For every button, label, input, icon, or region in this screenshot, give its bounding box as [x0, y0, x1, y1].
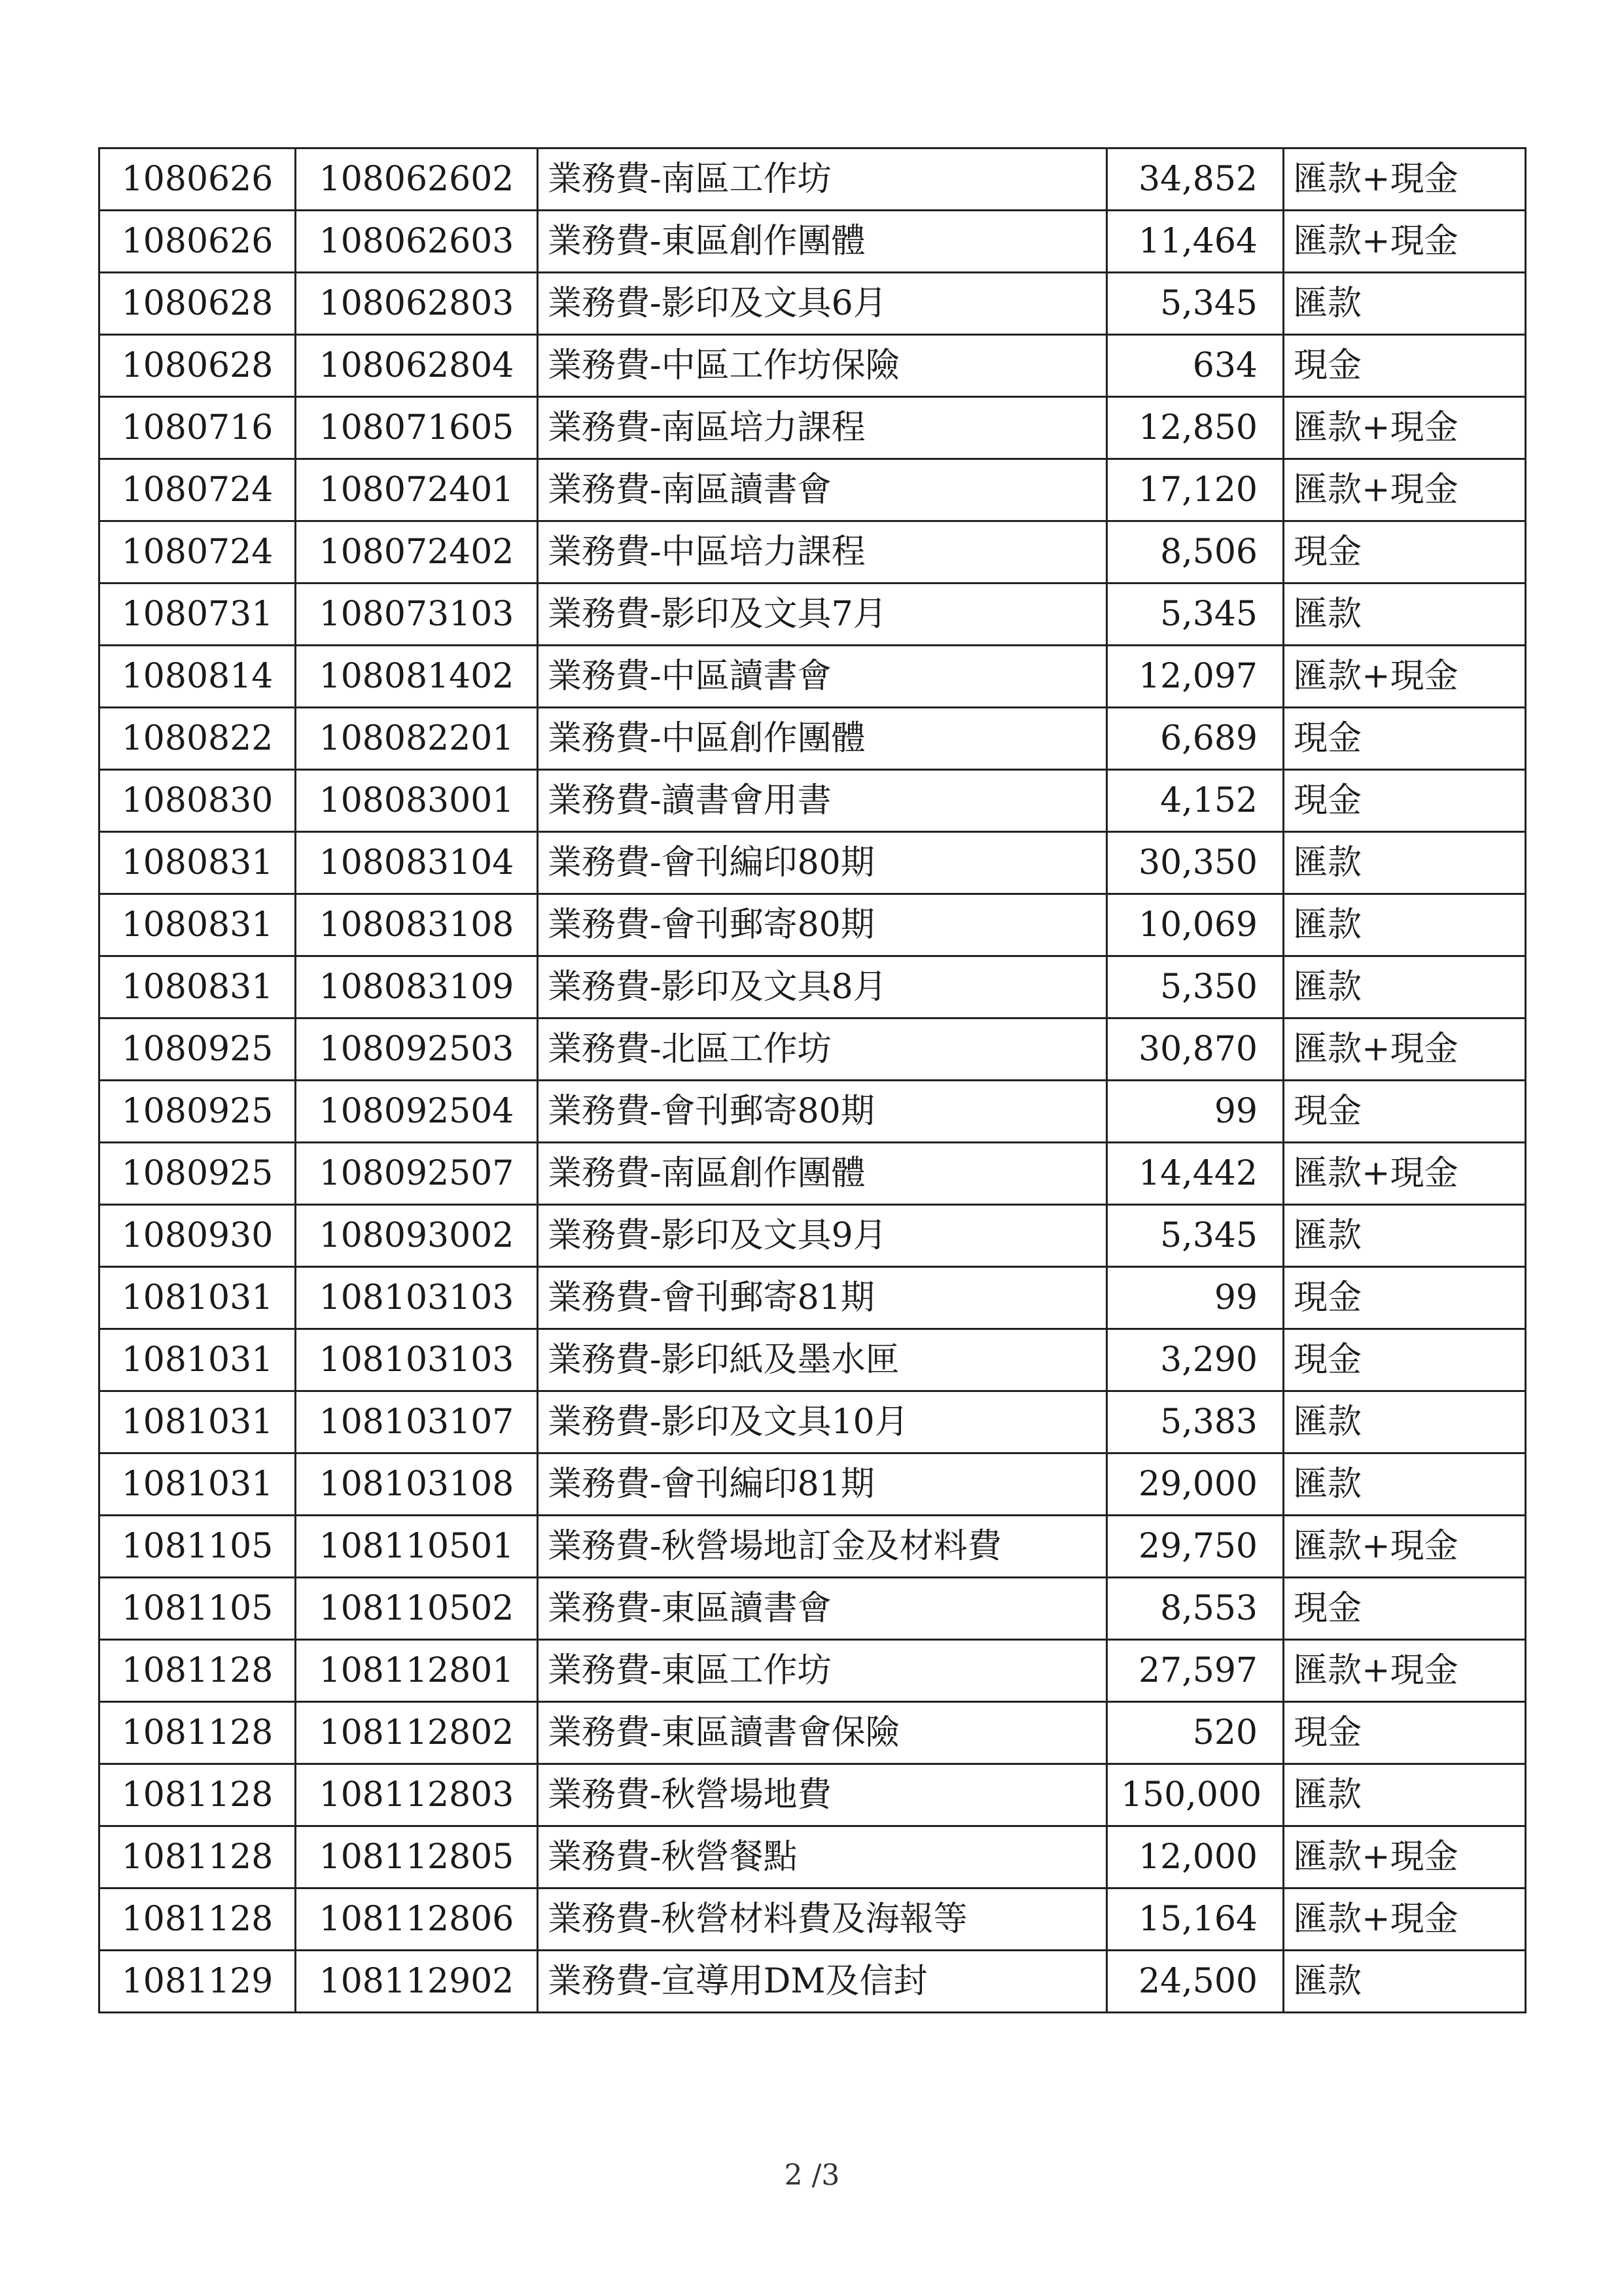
- amount-cell: 8,553: [1107, 1578, 1284, 1640]
- payment-method-cell: 匯款: [1284, 956, 1526, 1018]
- payment-method-cell: 現金: [1284, 708, 1526, 770]
- table-row: [99, 1951, 1526, 2013]
- date-cell: 1080716: [99, 397, 296, 459]
- amount-cell: 27,597: [1107, 1640, 1284, 1702]
- voucher-number-cell: 108112805: [296, 1826, 538, 1888]
- amount-cell: 17,120: [1107, 459, 1284, 521]
- amount-cell: 11,464: [1107, 211, 1284, 273]
- voucher-number-cell: 108093002: [296, 1205, 538, 1267]
- page-number: 2 /3: [784, 2159, 840, 2192]
- voucher-number-cell: 108081402: [296, 646, 538, 708]
- voucher-number-cell: 108112902: [296, 1951, 538, 2013]
- expense-item-cell: 業務費-會刊郵寄81期: [538, 1267, 1107, 1329]
- payment-method-cell: 現金: [1284, 1267, 1526, 1329]
- table-row: [99, 521, 1526, 583]
- amount-cell: 3,290: [1107, 1329, 1284, 1391]
- voucher-number-cell: 108110501: [296, 1516, 538, 1578]
- amount-cell: 99: [1107, 1267, 1284, 1329]
- payment-method-cell: 匯款: [1284, 1205, 1526, 1267]
- payment-method-cell: 匯款+現金: [1284, 148, 1526, 211]
- ledger-body: [99, 148, 1526, 2013]
- payment-method-cell: 匯款+現金: [1284, 1018, 1526, 1081]
- table-row: [99, 832, 1526, 894]
- table-row: [99, 273, 1526, 335]
- expense-item-cell: 業務費-影印及文具8月: [538, 956, 1107, 1018]
- expense-item-cell: 業務費-影印及文具7月: [538, 583, 1107, 646]
- amount-cell: 12,097: [1107, 646, 1284, 708]
- expense-item-cell: 業務費-秋營場地訂金及材料費: [538, 1516, 1107, 1578]
- expense-item-cell: 業務費-宣導用DM及信封: [538, 1951, 1107, 2013]
- voucher-number-cell: 108112806: [296, 1888, 538, 1951]
- expense-item-cell: 業務費-東區讀書會保險: [538, 1702, 1107, 1764]
- date-cell: 1080822: [99, 708, 296, 770]
- table-row: [99, 211, 1526, 273]
- amount-cell: 29,000: [1107, 1453, 1284, 1516]
- payment-method-cell: 現金: [1284, 1578, 1526, 1640]
- date-cell: 1080830: [99, 770, 296, 832]
- date-cell: 1081031: [99, 1391, 296, 1453]
- amount-cell: 5,345: [1107, 583, 1284, 646]
- expense-item-cell: 業務費-南區讀書會: [538, 459, 1107, 521]
- payment-method-cell: 匯款+現金: [1284, 211, 1526, 273]
- table-row: [99, 1329, 1526, 1391]
- date-cell: 1080831: [99, 956, 296, 1018]
- voucher-number-cell: 108083109: [296, 956, 538, 1018]
- table-row: [99, 894, 1526, 956]
- voucher-number-cell: 108082201: [296, 708, 538, 770]
- table-row: [99, 1391, 1526, 1453]
- payment-method-cell: 匯款: [1284, 1764, 1526, 1826]
- voucher-number-cell: 108103108: [296, 1453, 538, 1516]
- table-row: [99, 1888, 1526, 1951]
- expense-item-cell: 業務費-東區工作坊: [538, 1640, 1107, 1702]
- table-row: [99, 583, 1526, 646]
- table-row: [99, 1018, 1526, 1081]
- table-row: [99, 397, 1526, 459]
- table-row: [99, 646, 1526, 708]
- amount-cell: 12,000: [1107, 1826, 1284, 1888]
- date-cell: 1080626: [99, 148, 296, 211]
- date-cell: 1080814: [99, 646, 296, 708]
- payment-method-cell: 現金: [1284, 1702, 1526, 1764]
- table-row: [99, 1453, 1526, 1516]
- payment-method-cell: 匯款: [1284, 273, 1526, 335]
- date-cell: 1080626: [99, 211, 296, 273]
- payment-method-cell: 現金: [1284, 1329, 1526, 1391]
- voucher-number-cell: 108110502: [296, 1578, 538, 1640]
- amount-cell: 5,345: [1107, 1205, 1284, 1267]
- amount-cell: 10,069: [1107, 894, 1284, 956]
- table-row: [99, 335, 1526, 397]
- expense-item-cell: 業務費-北區工作坊: [538, 1018, 1107, 1081]
- expense-item-cell: 業務費-會刊編印81期: [538, 1453, 1107, 1516]
- table-row: [99, 1764, 1526, 1826]
- amount-cell: 34,852: [1107, 148, 1284, 211]
- amount-cell: 5,345: [1107, 273, 1284, 335]
- expense-item-cell: 業務費-影印紙及墨水匣: [538, 1329, 1107, 1391]
- payment-method-cell: 匯款+現金: [1284, 646, 1526, 708]
- voucher-number-cell: 108103107: [296, 1391, 538, 1453]
- payment-method-cell: 匯款+現金: [1284, 397, 1526, 459]
- payment-method-cell: 匯款+現金: [1284, 1888, 1526, 1951]
- amount-cell: 12,850: [1107, 397, 1284, 459]
- voucher-number-cell: 108103103: [296, 1329, 538, 1391]
- table-row: [99, 708, 1526, 770]
- date-cell: 1081031: [99, 1267, 296, 1329]
- date-cell: 1081128: [99, 1764, 296, 1826]
- expense-item-cell: 業務費-影印及文具9月: [538, 1205, 1107, 1267]
- expense-item-cell: 業務費-東區讀書會: [538, 1578, 1107, 1640]
- expense-item-cell: 業務費-影印及文具6月: [538, 273, 1107, 335]
- table-row: [99, 1205, 1526, 1267]
- date-cell: 1081105: [99, 1516, 296, 1578]
- payment-method-cell: 匯款: [1284, 894, 1526, 956]
- payment-method-cell: 匯款+現金: [1284, 1143, 1526, 1205]
- expense-item-cell: 業務費-影印及文具10月: [538, 1391, 1107, 1453]
- payment-method-cell: 現金: [1284, 770, 1526, 832]
- date-cell: 1080831: [99, 894, 296, 956]
- amount-cell: 4,152: [1107, 770, 1284, 832]
- date-cell: 1081128: [99, 1888, 296, 1951]
- voucher-number-cell: 108092503: [296, 1018, 538, 1081]
- date-cell: 1080724: [99, 521, 296, 583]
- table-row: [99, 770, 1526, 832]
- amount-cell: 5,350: [1107, 956, 1284, 1018]
- expense-item-cell: 業務費-中區創作團體: [538, 708, 1107, 770]
- date-cell: 1080925: [99, 1018, 296, 1081]
- payment-method-cell: 匯款: [1284, 583, 1526, 646]
- payment-method-cell: 現金: [1284, 521, 1526, 583]
- voucher-number-cell: 108062804: [296, 335, 538, 397]
- date-cell: 1080628: [99, 273, 296, 335]
- expense-item-cell: 業務費-會刊郵寄80期: [538, 1081, 1107, 1143]
- amount-cell: 15,164: [1107, 1888, 1284, 1951]
- voucher-number-cell: 108083001: [296, 770, 538, 832]
- payment-method-cell: 匯款+現金: [1284, 459, 1526, 521]
- voucher-number-cell: 108083108: [296, 894, 538, 956]
- date-cell: 1081031: [99, 1329, 296, 1391]
- voucher-number-cell: 108092504: [296, 1081, 538, 1143]
- date-cell: 1081105: [99, 1578, 296, 1640]
- date-cell: 1080724: [99, 459, 296, 521]
- expense-item-cell: 業務費-南區工作坊: [538, 148, 1107, 211]
- voucher-number-cell: 108071605: [296, 397, 538, 459]
- date-cell: 1081128: [99, 1702, 296, 1764]
- voucher-number-cell: 108103103: [296, 1267, 538, 1329]
- table-row: [99, 1516, 1526, 1578]
- date-cell: 1081031: [99, 1453, 296, 1516]
- table-row: [99, 1640, 1526, 1702]
- amount-cell: 29,750: [1107, 1516, 1284, 1578]
- expense-item-cell: 業務費-秋營餐點: [538, 1826, 1107, 1888]
- voucher-number-cell: 108112802: [296, 1702, 538, 1764]
- expense-ledger-table: [98, 147, 1527, 2013]
- amount-cell: 99: [1107, 1081, 1284, 1143]
- payment-method-cell: 匯款: [1284, 832, 1526, 894]
- date-cell: 1081128: [99, 1640, 296, 1702]
- expense-item-cell: 業務費-東區創作團體: [538, 211, 1107, 273]
- amount-cell: 14,442: [1107, 1143, 1284, 1205]
- expense-item-cell: 業務費-秋營材料費及海報等: [538, 1888, 1107, 1951]
- table-row: [99, 1267, 1526, 1329]
- payment-method-cell: 匯款+現金: [1284, 1640, 1526, 1702]
- date-cell: 1080925: [99, 1081, 296, 1143]
- amount-cell: 150,000: [1107, 1764, 1284, 1826]
- expense-item-cell: 業務費-南區創作團體: [538, 1143, 1107, 1205]
- payment-method-cell: 匯款: [1284, 1951, 1526, 2013]
- voucher-number-cell: 108062803: [296, 273, 538, 335]
- amount-cell: 24,500: [1107, 1951, 1284, 2013]
- expense-item-cell: 業務費-會刊郵寄80期: [538, 894, 1107, 956]
- table-row: [99, 1826, 1526, 1888]
- table-row: [99, 1143, 1526, 1205]
- payment-method-cell: 現金: [1284, 1081, 1526, 1143]
- table-row: [99, 1081, 1526, 1143]
- amount-cell: 5,383: [1107, 1391, 1284, 1453]
- expense-item-cell: 業務費-中區工作坊保險: [538, 335, 1107, 397]
- voucher-number-cell: 108083104: [296, 832, 538, 894]
- voucher-number-cell: 108062603: [296, 211, 538, 273]
- voucher-number-cell: 108072402: [296, 521, 538, 583]
- expense-item-cell: 業務費-南區培力課程: [538, 397, 1107, 459]
- expense-item-cell: 業務費-秋營場地費: [538, 1764, 1107, 1826]
- table-row: [99, 148, 1526, 211]
- voucher-number-cell: 108112801: [296, 1640, 538, 1702]
- table-row: [99, 1702, 1526, 1764]
- amount-cell: 30,350: [1107, 832, 1284, 894]
- voucher-number-cell: 108112803: [296, 1764, 538, 1826]
- expense-item-cell: 業務費-讀書會用書: [538, 770, 1107, 832]
- expense-item-cell: 業務費-中區讀書會: [538, 646, 1107, 708]
- payment-method-cell: 匯款: [1284, 1391, 1526, 1453]
- expense-item-cell: 業務費-會刊編印80期: [538, 832, 1107, 894]
- date-cell: 1080831: [99, 832, 296, 894]
- voucher-number-cell: 108072401: [296, 459, 538, 521]
- voucher-number-cell: 108073103: [296, 583, 538, 646]
- date-cell: 1081128: [99, 1826, 296, 1888]
- expense-item-cell: 業務費-中區培力課程: [538, 521, 1107, 583]
- amount-cell: 634: [1107, 335, 1284, 397]
- table-row: [99, 1578, 1526, 1640]
- voucher-number-cell: 108092507: [296, 1143, 538, 1205]
- amount-cell: 6,689: [1107, 708, 1284, 770]
- date-cell: 1080925: [99, 1143, 296, 1205]
- date-cell: 1080628: [99, 335, 296, 397]
- amount-cell: 30,870: [1107, 1018, 1284, 1081]
- payment-method-cell: 匯款: [1284, 1453, 1526, 1516]
- date-cell: 1080731: [99, 583, 296, 646]
- voucher-number-cell: 108062602: [296, 148, 538, 211]
- payment-method-cell: 匯款+現金: [1284, 1826, 1526, 1888]
- amount-cell: 8,506: [1107, 521, 1284, 583]
- table-row: [99, 956, 1526, 1018]
- payment-method-cell: 現金: [1284, 335, 1526, 397]
- date-cell: 1080930: [99, 1205, 296, 1267]
- table-row: [99, 459, 1526, 521]
- date-cell: 1081129: [99, 1951, 296, 2013]
- payment-method-cell: 匯款+現金: [1284, 1516, 1526, 1578]
- amount-cell: 520: [1107, 1702, 1284, 1764]
